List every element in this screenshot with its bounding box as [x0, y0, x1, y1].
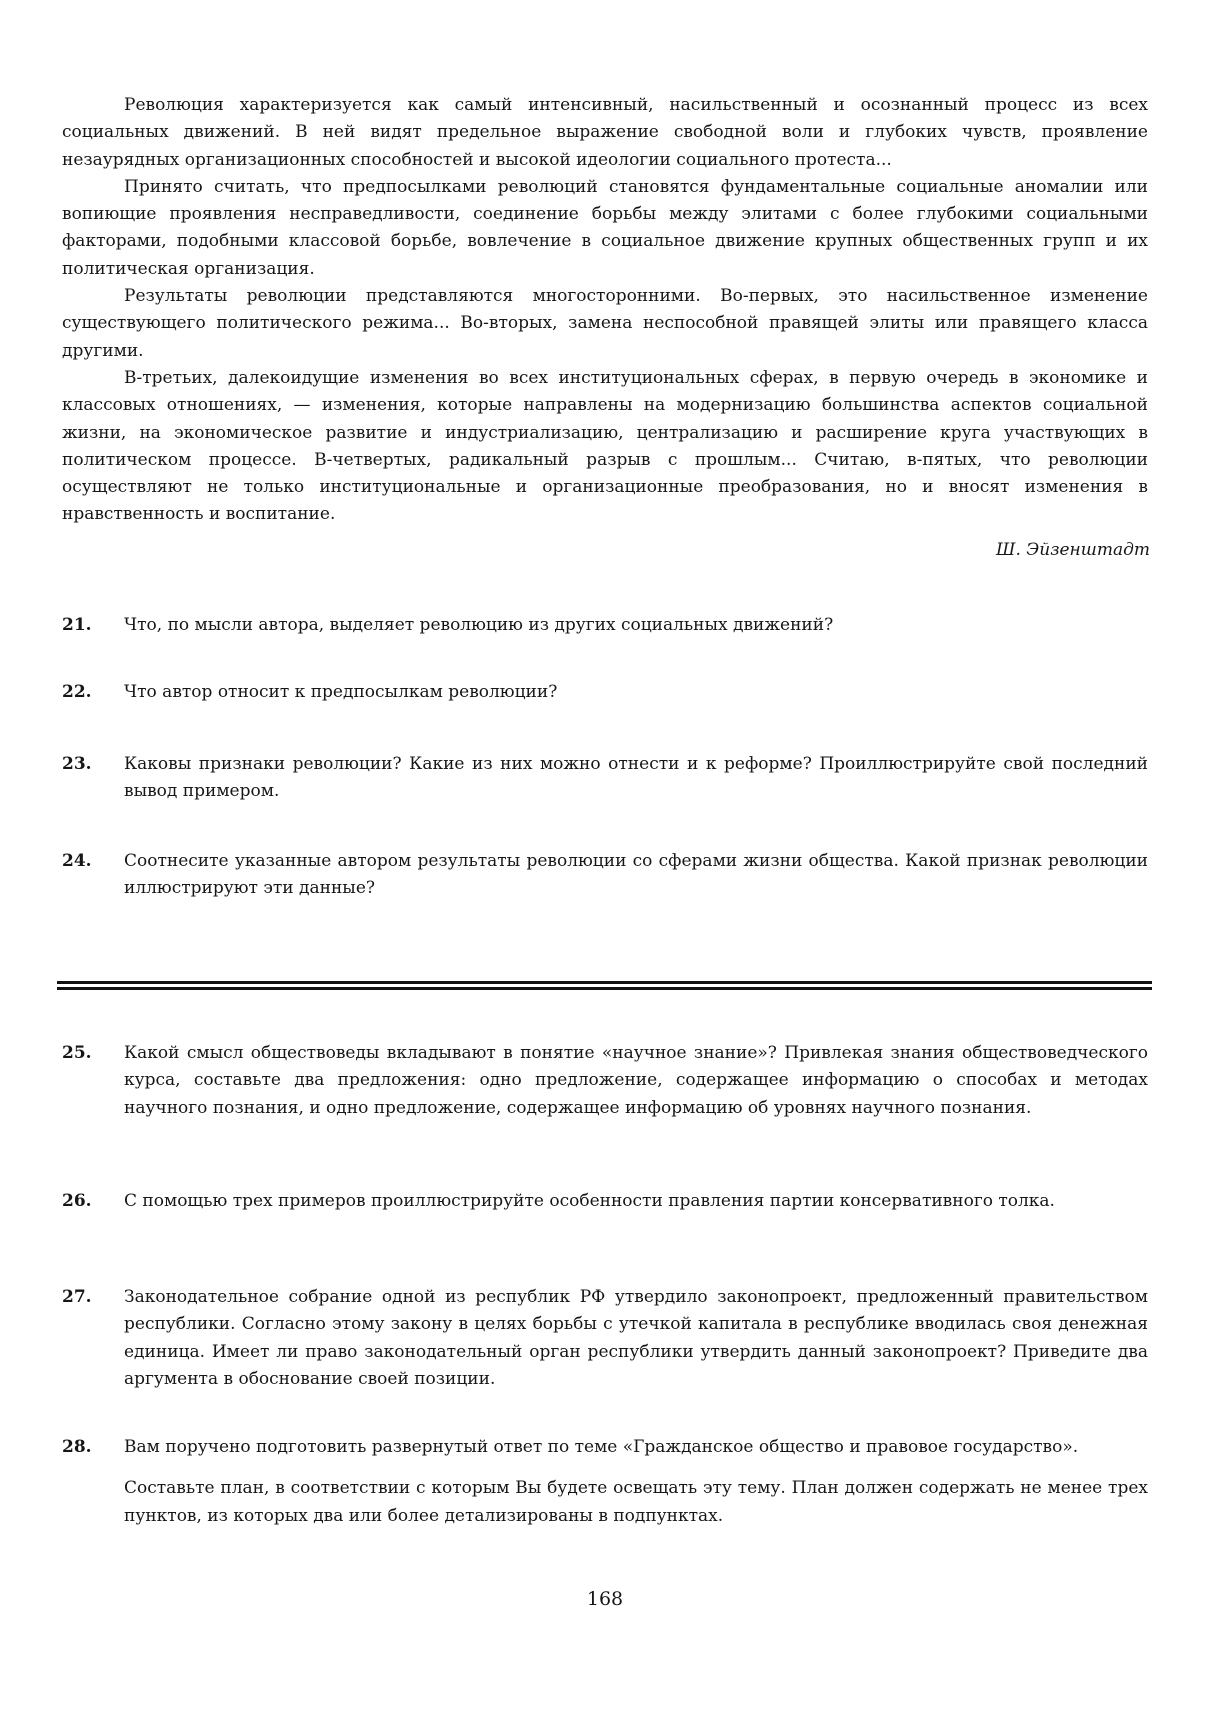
question-number: 21. [62, 615, 92, 635]
passage-paragraph: Результаты революции представляются многосторонними. Во-первых, это насильственное изменение существующего политического режима... Во-вторых, замена неспособной правящей элиты или правящего класса другими. [62, 286, 1148, 361]
question-28 [62, 1434, 1148, 1530]
section-divider [57, 981, 1152, 992]
question-text: Что автор относит к предпосылкам революции? [124, 682, 558, 702]
question-number: 25. [62, 1043, 92, 1063]
source-passage [62, 92, 1148, 529]
question-number: 22. [62, 682, 92, 702]
question-text: Соотнесите указанные автором результаты революции со сферами жизни общества. Какой признак революции иллюстрируют эти данные? [124, 851, 1148, 899]
question-26 [62, 1188, 1148, 1215]
question-24 [62, 848, 1148, 903]
question-number: 26. [62, 1191, 92, 1211]
question-text-continued: Составьте план, в соответствии с которым Вы будете освещать эту тему. План должен содержать не менее трех пунктов, из которых два или более детализированы в подпунктах. [124, 1478, 1148, 1526]
question-number: 24. [62, 851, 92, 871]
question-text: Законодательное собрание одной из республик РФ утвердило законопроект, предложенный правительством республики. Согласно этому закону в целях борьбы с утечкой капитала в республике вводилась своя денежная единица. Имеет ли право законодательный орган республики утвердить данный законопроект? Приведите два аргумента в обоснование своей позиции. [124, 1287, 1148, 1389]
question-text: Какой смысл обществоведы вкладывают в понятие «научное знание»? Привлекая знания обществоведческого курса, составьте два предложения: одно предложение, содержащее информацию о способах и методах научного познания, и одно предложение, содержащее информацию об уровнях научного познания. [124, 1043, 1148, 1118]
question-text: Каковы признаки революции? Какие из них можно отнести и к реформе? Проиллюстрируйте свой последний вывод примером. [124, 754, 1148, 802]
question-number: 23. [62, 754, 92, 774]
passage-paragraph: Принято считать, что предпосылками революций становятся фундаментальные социальные аномалии или вопиющие проявления несправедливости, соединение борьбы между элитами с более глубокими социальными факторами, подобными классовой борьбе, вовлечение в социальное движение крупных общественных групп и их политическая организация. [62, 176, 1148, 279]
page-number: 168 [586, 1588, 624, 1610]
passage-paragraph: В-третьих, далекоидущие изменения во всех институциональных сферах, в первую очередь в экономике и классовых отношениях, — изменения, которые направлены на модернизацию большинства аспектов социальной жизни, на экономическое развитие и индустриализацию, централизацию и расширение круга участвующих в политическом процессе. В-четвертых, радикальный разрыв с прошлым... Считаю, в-пятых, что революции осуществляют не только институциональные и организационные преобразования, но и вносят изменения в нравственность и воспитание. [62, 367, 1148, 525]
question-text: Вам поручено подготовить развернутый ответ по теме «Гражданское общество и правовое государство». [124, 1437, 1079, 1457]
question-25 [62, 1040, 1148, 1122]
question-text: С помощью трех примеров проиллюстрируйте особенности правления партии консервативного толка. [124, 1191, 1055, 1211]
question-27 [62, 1284, 1148, 1393]
question-23 [62, 751, 1148, 806]
question-number: 27. [62, 1287, 92, 1307]
question-22 [62, 679, 1148, 706]
question-21 [62, 612, 1148, 639]
question-text: Что, по мысли автора, выделяет революцию из других социальных движений? [124, 615, 834, 635]
passage-paragraph: Революция характеризуется как самый интенсивный, насильственный и осознанный процесс из всех социальных движений. В ней видят предельное выражение свободной воли и глубоких чувств, проявление незаурядных организационных способностей и высокой идеологии социального протеста... [62, 95, 1148, 170]
question-number: 28. [62, 1437, 92, 1457]
passage-author: Ш. Эйзенштадт [996, 540, 1150, 560]
